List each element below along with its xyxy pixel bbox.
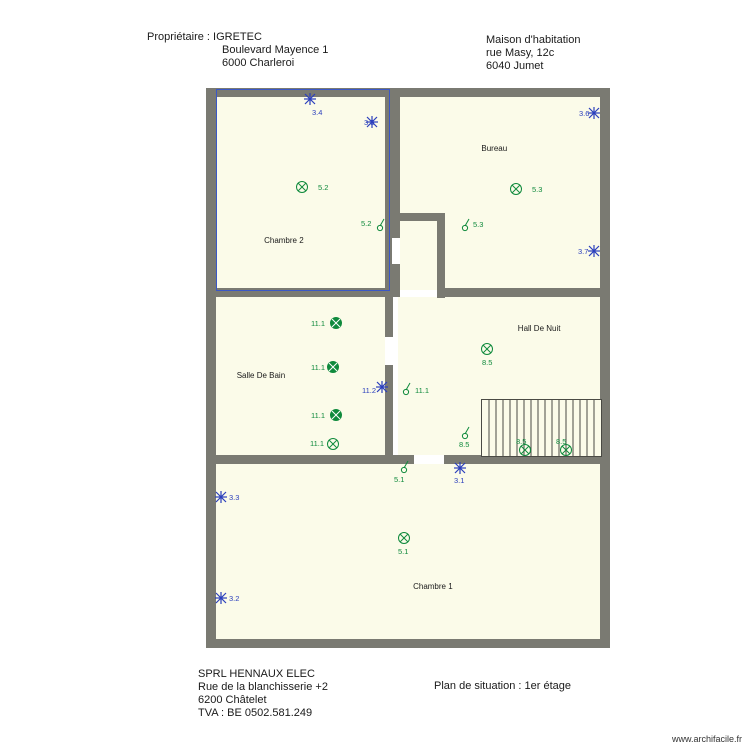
plan-title: Plan de situation : 1er étage [434,680,571,692]
symbol-label: 11.1 [310,439,325,448]
symbol-label: 3.5 [364,118,375,127]
symbol-label: 5.2 [361,219,372,228]
room-label: Hall De Nuit [517,324,561,333]
footer-address2: 6200 Châtelet [198,694,267,706]
symbol-label: 3.7 [578,247,589,256]
building-line2: rue Masy, 12c [486,47,555,59]
room-label: Chambre 2 [264,236,304,245]
symbol-label: 5.1 [398,547,409,556]
symbol-label: 3.2 [229,594,240,603]
owner-address-line2: 6000 Charleroi [222,57,295,69]
symbol-label: 3.6 [579,109,590,118]
symbol-label: 5.2 [318,183,329,192]
symbol-label: 5.3 [473,220,484,229]
symbol-label: 8.5 [556,437,567,446]
symbol-label: 8.5 [482,358,493,367]
symbol-label: 8.5 [459,440,470,449]
symbol-label: 11.1 [311,319,326,328]
footer-vat: TVA : BE 0502.581.249 [198,707,313,719]
symbol-label: 8.5 [516,437,527,446]
symbol-label: 3.3 [229,493,240,502]
building-line1: Maison d'habitation [486,34,581,46]
owner-address-line1: Boulevard Mayence 1 [222,44,329,56]
building-line3: 6040 Jumet [486,60,544,72]
symbol-label: 3.1 [454,476,465,485]
room-label: Chambre 1 [413,582,453,591]
room-label: Bureau [481,144,508,153]
symbol-label: 5.1 [394,475,405,484]
room-label: Salle De Bain [236,371,286,380]
symbol-label: 3.4 [312,108,323,117]
footer-address1: Rue de la blanchisserie +2 [198,681,328,693]
symbol-label: 11.2 [362,386,377,395]
symbol-label: 11.1 [311,411,326,420]
footer-company: SPRL HENNAUX ELEC [198,668,315,680]
watermark: www.archifacile.fr [671,734,742,744]
symbol-label: 5.3 [532,185,543,194]
symbol-label: 11.1 [415,386,430,395]
owner-label: Propriétaire : IGRETEC [147,31,262,43]
symbol-label: 11.1 [311,363,326,372]
